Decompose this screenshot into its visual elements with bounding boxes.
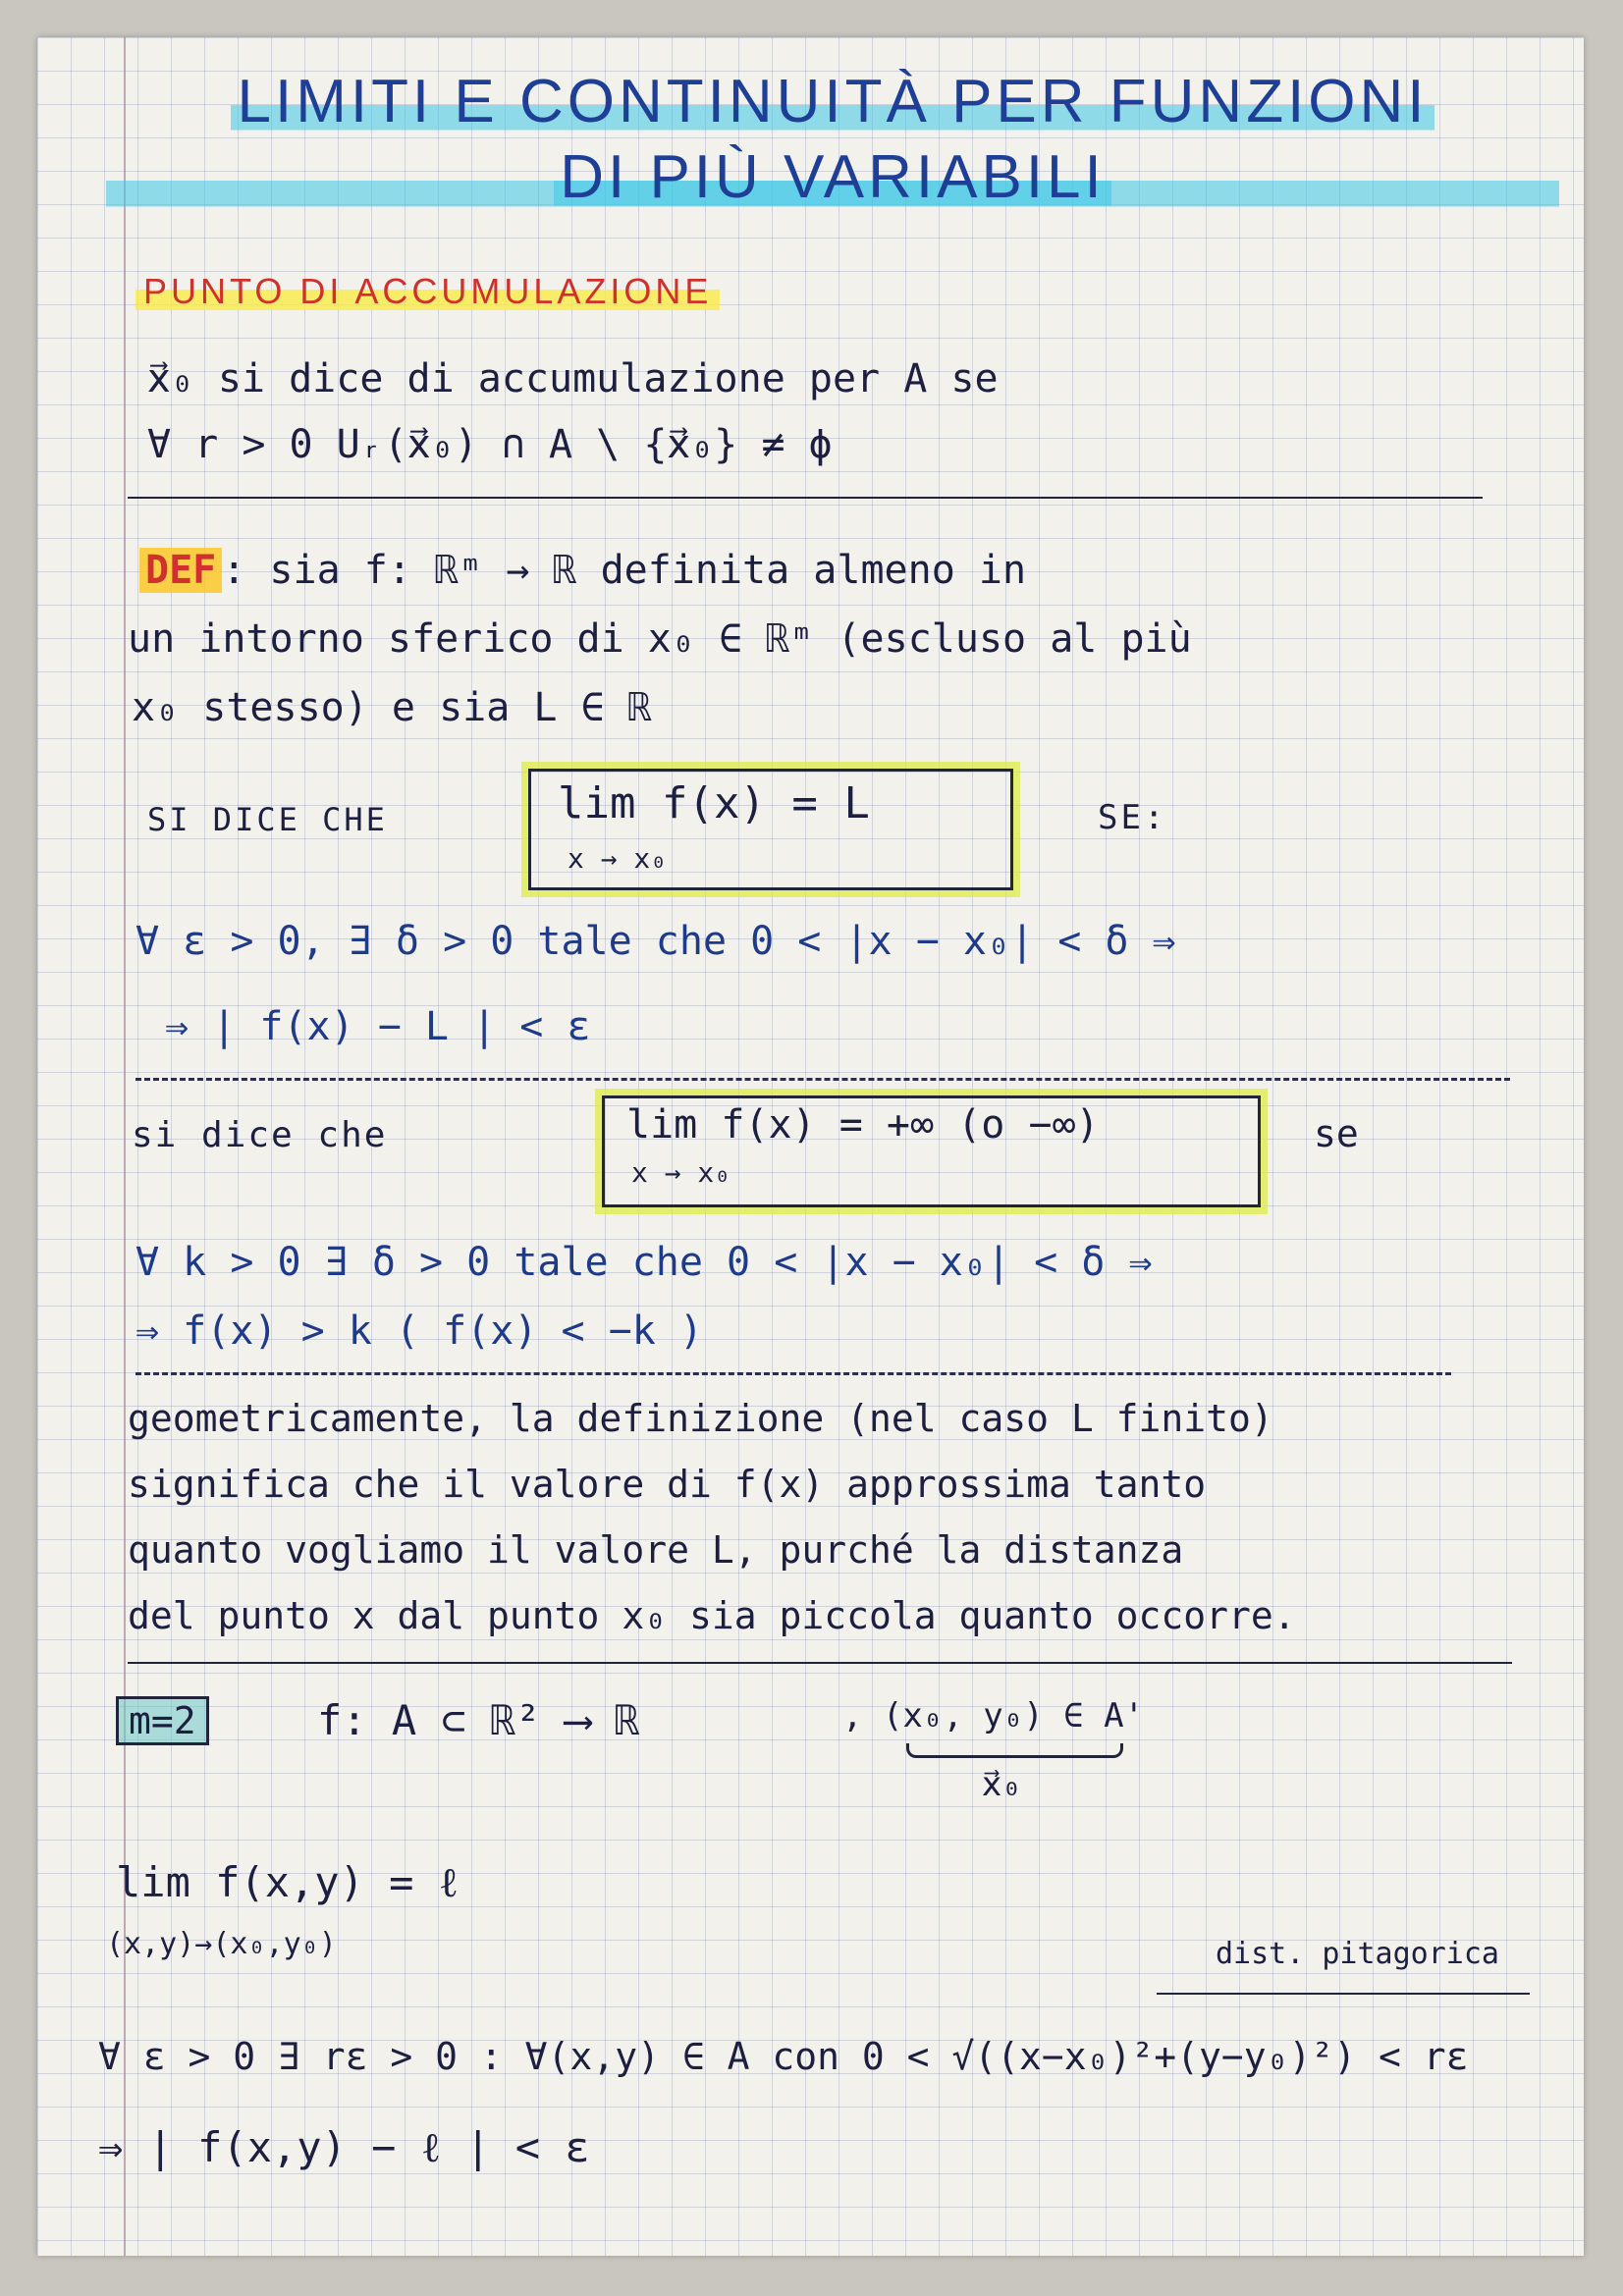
si-dice-che-1: SI DICE CHE <box>147 801 388 838</box>
underbrace <box>906 1743 1123 1758</box>
geometric-line-4: del punto x dal punto x₀ sia piccola quanto occorre. <box>128 1594 1296 1637</box>
accumulation-line-2: ∀ r > 0 Uᵣ(x⃗₀) ∩ A \ {x⃗₀} ≠ ϕ <box>147 422 833 467</box>
geometric-line-3: quanto vogliamo il valore L, purché la distanza <box>128 1528 1184 1572</box>
condition-2var-b: ⇒ | f(x,y) − ℓ | < ε <box>98 2123 590 2171</box>
limit-2-sub: x → x₀ <box>631 1156 731 1189</box>
condition-2: ∀ k > 0 ∃ δ > 0 tale che 0 < |x − x₀| < δ ⇒ <box>135 1240 1153 1285</box>
dashed-divider-1 <box>135 1078 1510 1081</box>
geometric-line-1: geometricamente, la definizione (nel caso L finito) <box>128 1397 1273 1440</box>
definition-line-1: DEF : sia f: ℝᵐ → ℝ definita almeno in <box>139 548 1026 593</box>
definition-line-2: un intorno sferico di x₀ ∈ ℝᵐ (escluso al più <box>128 616 1192 662</box>
page-title <box>106 67 1559 212</box>
condition-2var: ∀ ε > 0 ∃ rε > 0 : ∀(x,y) ∈ A con 0 < √((x−x₀)²+(y−y₀)²) < rε <box>98 2035 1469 2078</box>
margin-line <box>124 37 126 2256</box>
condition-2b: ⇒ f(x) > k ( f(x) < −k ) <box>135 1308 703 1354</box>
dashed-divider-2 <box>135 1372 1451 1375</box>
limit-2-main: lim f(x) = +∞ (o −∞) <box>626 1102 1100 1148</box>
accumulation-line-1: x⃗₀ si dice di accumulazione per A se <box>147 356 999 401</box>
function-2var: f: A ⊂ ℝ² ⟶ ℝ <box>317 1696 640 1744</box>
note-dist-pitagorica: dist. pitagorica <box>1216 1937 1499 1971</box>
def-label: DEF <box>139 548 222 593</box>
point-x0-y0: , (x₀, y₀) ∈ A' <box>842 1696 1145 1735</box>
si-dice-che-2: si dice che <box>132 1115 388 1155</box>
note-underline <box>1157 1993 1530 1995</box>
point-label: x⃗₀ <box>982 1765 1022 1804</box>
condition-1b: ⇒ | f(x) − L | < ε <box>165 1004 591 1049</box>
limit-1-main: lim f(x) = L <box>558 778 870 828</box>
divider-1 <box>128 497 1483 499</box>
limit-1-sub: x → x₀ <box>568 842 668 875</box>
section-heading-accumulation: PUNTO DI ACCUMULAZIONE <box>135 271 720 312</box>
limit-2var-sub: (x,y)→(x₀,y₀) <box>106 1927 337 1961</box>
m2-label: m=2 <box>116 1696 209 1745</box>
geometric-line-2: significa che il valore di f(x) approssima tanto <box>128 1463 1207 1506</box>
se-2: se <box>1314 1112 1359 1155</box>
notebook-page <box>37 37 1584 2256</box>
title-line-1: LIMITI E CONTINUITÀ PER FUNZIONI <box>231 68 1434 135</box>
definition-line-3: x₀ stesso) e sia L ∈ ℝ <box>132 685 652 730</box>
se-1: SE: <box>1098 798 1167 837</box>
title-line-2: DI PIÙ VARIABILI <box>106 142 1559 212</box>
limit-2var-main: lim f(x,y) = ℓ <box>116 1858 459 1906</box>
divider-2 <box>128 1662 1512 1664</box>
condition-1: ∀ ε > 0, ∃ δ > 0 tale che 0 < |x − x₀| < δ ⇒ <box>135 919 1176 964</box>
